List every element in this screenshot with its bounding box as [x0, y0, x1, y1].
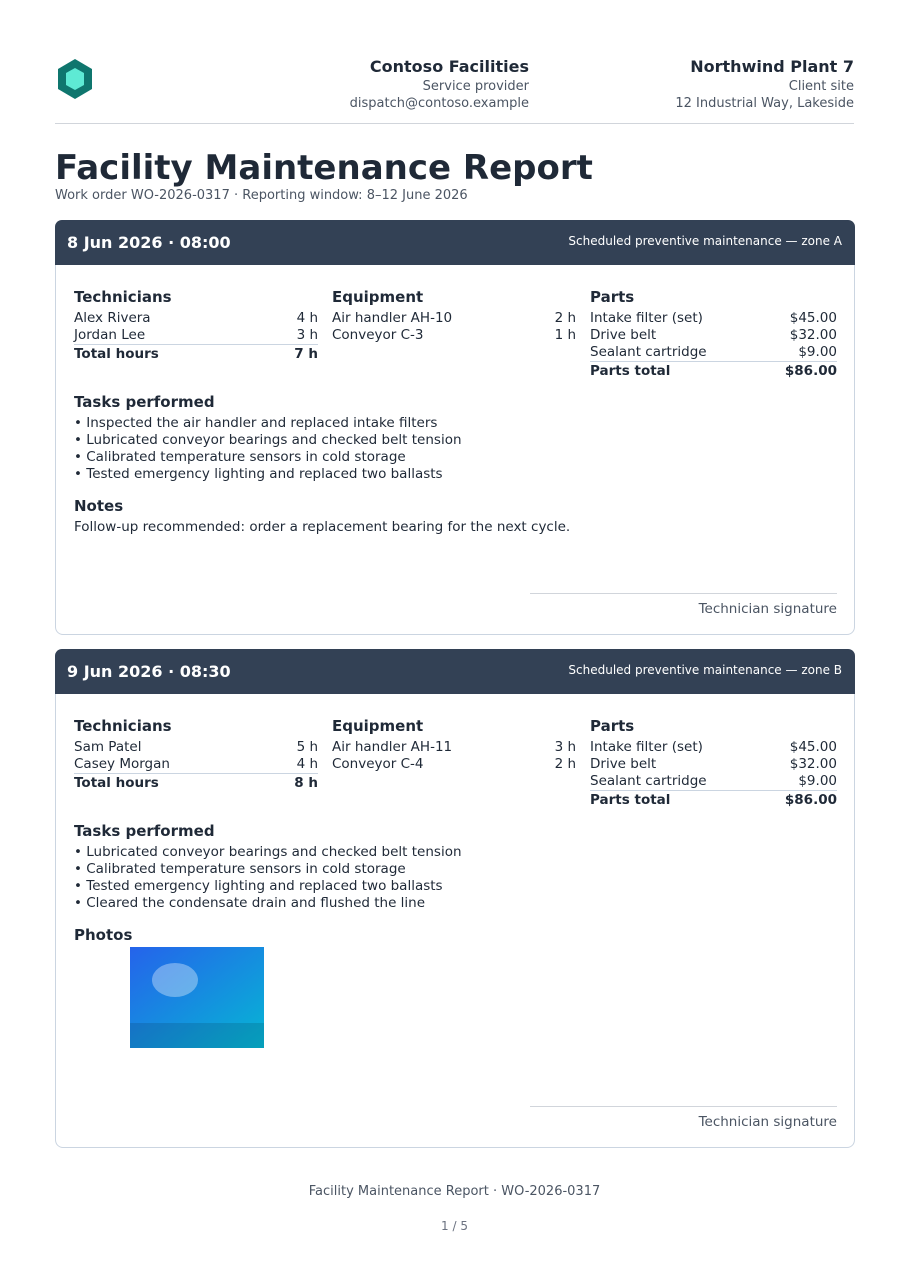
visit-card	[55, 649, 855, 1148]
technician-name: Sam Patel	[74, 739, 142, 755]
visit-type: Scheduled preventive maintenance — zone B	[568, 663, 842, 677]
equipment-name: Conveyor C-3	[332, 327, 424, 343]
equipment-row	[332, 739, 576, 756]
signature-line[interactable]	[530, 593, 837, 618]
equipment-hours: 2 h	[554, 310, 576, 326]
parts-heading: Parts	[590, 288, 635, 306]
tasks-section	[74, 392, 774, 483]
part-name: Sealant cartridge	[590, 773, 707, 789]
report-header	[55, 56, 854, 124]
parts-section	[590, 287, 837, 380]
part-row	[590, 310, 837, 327]
total-hours-value: 7 h	[294, 346, 318, 362]
maintenance-photo-image[interactable]	[130, 947, 264, 1048]
part-name: Sealant cartridge	[590, 344, 707, 360]
client-name: Northwind Plant 7	[690, 57, 854, 76]
notes-section	[74, 496, 774, 536]
parts-total-value: $86.00	[784, 792, 837, 808]
equipment-hours: 3 h	[554, 739, 576, 755]
equipment-heading: Equipment	[332, 288, 424, 306]
visit-type: Scheduled preventive maintenance — zone A	[568, 234, 842, 248]
part-row	[590, 327, 837, 344]
task-item: • Inspected the air handler and replaced intake filters	[74, 415, 438, 431]
part-cost: $9.00	[798, 773, 837, 789]
tasks-section	[74, 821, 774, 912]
equipment-name: Conveyor C-4	[332, 756, 424, 772]
technician-name: Casey Morgan	[74, 756, 170, 772]
parts-total-row	[590, 362, 837, 380]
technician-row	[74, 739, 318, 756]
equipment-name: Air handler AH-11	[332, 739, 453, 755]
equipment-section	[332, 287, 576, 344]
total-hours-value: 8 h	[294, 775, 318, 791]
equipment-hours: 2 h	[554, 756, 576, 772]
tasks-heading: Tasks performed	[74, 822, 215, 840]
technician-row	[74, 310, 318, 327]
equipment-name: Air handler AH-10	[332, 310, 453, 326]
visit-header	[55, 649, 855, 694]
client-address: 12 Industrial Way, Lakeside	[675, 96, 854, 111]
technician-hours: 4 h	[296, 310, 318, 326]
parts-heading: Parts	[590, 717, 635, 735]
part-row	[590, 344, 837, 362]
task-item: • Cleared the condensate drain and flushed the line	[74, 895, 426, 911]
report-title: Facility Maintenance Report	[55, 148, 593, 188]
part-cost: $9.00	[798, 344, 837, 360]
total-hours-row	[74, 774, 318, 792]
technician-name: Jordan Lee	[74, 327, 146, 343]
technician-row	[74, 327, 318, 345]
part-name: Drive belt	[590, 327, 657, 343]
photos-heading: Photos	[74, 926, 133, 944]
part-row	[590, 773, 837, 791]
visit-header	[55, 220, 855, 265]
task-item: • Calibrated temperature sensors in cold storage	[74, 449, 406, 465]
technicians-section	[74, 716, 318, 792]
visit-datetime: 8 Jun 2026 · 08:00	[67, 233, 231, 252]
part-cost: $45.00	[789, 310, 837, 326]
equipment-row	[332, 327, 576, 344]
equipment-section	[332, 716, 576, 773]
parts-total-value: $86.00	[784, 363, 837, 379]
task-item: • Tested emergency lighting and replaced two ballasts	[74, 466, 443, 482]
photos-section	[74, 925, 774, 948]
page-number: 1 / 5	[441, 1219, 468, 1233]
part-row	[590, 756, 837, 773]
part-name: Intake filter (set)	[590, 310, 703, 326]
technician-name: Alex Rivera	[74, 310, 151, 326]
parts-total-label: Parts total	[590, 363, 671, 379]
technician-row	[74, 756, 318, 774]
notes-text: Follow-up recommended: order a replacement bearing for the next cycle.	[74, 519, 571, 535]
part-cost: $32.00	[789, 756, 837, 772]
task-item: • Calibrated temperature sensors in cold storage	[74, 861, 406, 877]
provider-email[interactable]: dispatch@contoso.example	[349, 96, 529, 111]
part-name: Intake filter (set)	[590, 739, 703, 755]
technicians-heading: Technicians	[74, 717, 172, 735]
equipment-hours: 1 h	[554, 327, 576, 343]
signature-label: Technician signature	[698, 1114, 837, 1130]
technician-hours: 3 h	[296, 327, 318, 343]
provider-role: Service provider	[422, 79, 529, 94]
report-subtitle: Work order WO-2026-0317 · Reporting window: 8–12 June 2026	[55, 188, 468, 203]
task-item: • Lubricated conveyor bearings and checked belt tension	[74, 844, 462, 860]
part-name: Drive belt	[590, 756, 657, 772]
part-cost: $45.00	[789, 739, 837, 755]
part-row	[590, 739, 837, 756]
technician-hours: 5 h	[296, 739, 318, 755]
technicians-section	[74, 287, 318, 363]
visit-card	[55, 220, 855, 635]
equipment-row	[332, 756, 576, 773]
provider-block	[269, 56, 529, 112]
tasks-heading: Tasks performed	[74, 393, 215, 411]
notes-heading: Notes	[74, 497, 124, 515]
total-hours-label: Total hours	[74, 775, 159, 791]
total-hours-row	[74, 345, 318, 363]
total-hours-label: Total hours	[74, 346, 159, 362]
parts-total-row	[590, 791, 837, 809]
page-footer: Facility Maintenance Report · WO-2026-0317	[308, 1184, 601, 1199]
equipment-row	[332, 310, 576, 327]
technicians-heading: Technicians	[74, 288, 172, 306]
parts-section	[590, 716, 837, 809]
technician-hours: 4 h	[296, 756, 318, 772]
signature-label: Technician signature	[698, 601, 837, 617]
equipment-heading: Equipment	[332, 717, 424, 735]
task-item: • Lubricated conveyor bearings and checked belt tension	[74, 432, 462, 448]
provider-name: Contoso Facilities	[369, 57, 529, 76]
task-item: • Tested emergency lighting and replaced two ballasts	[74, 878, 443, 894]
signature-line[interactable]	[530, 1106, 837, 1131]
visit-datetime: 9 Jun 2026 · 08:30	[67, 662, 231, 681]
client-block	[594, 56, 854, 112]
parts-total-label: Parts total	[590, 792, 671, 808]
part-cost: $32.00	[789, 327, 837, 343]
client-role: Client site	[788, 79, 854, 94]
